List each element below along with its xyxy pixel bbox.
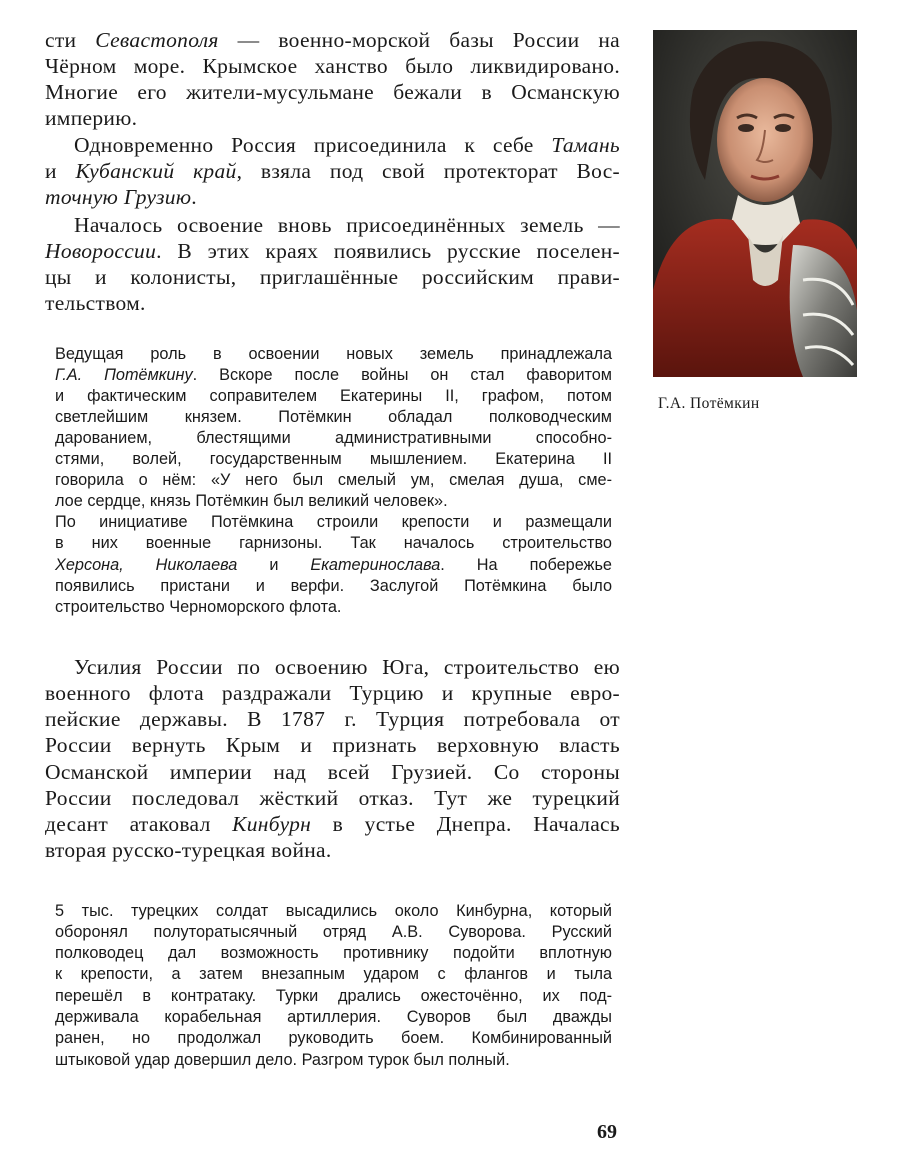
text-line: говорила о нём: «У него был смелый ум, смелая душа, сме- [55, 471, 612, 489]
text-line: Многие его жители-мусульмане бежали в Османскую [45, 80, 620, 104]
text-line: полководец дал возможность противнику подойти вплотную [55, 944, 612, 962]
text-line: лое сердце, князь Потёмкин был великий человек». [55, 492, 448, 510]
text-line: Османской империи над всей Грузией. Со стороны [45, 760, 620, 784]
text-line: сти Севастополя — военно-морской базы России на [45, 28, 620, 52]
text-line: 5 тыс. турецких солдат высадились около Кинбурна, который [55, 902, 612, 920]
text-line: пейские державы. В 1787 г. Турция потребовала от [45, 707, 620, 731]
text-line: Чёрном море. Крымское ханство было ликвидировано. [45, 54, 620, 78]
text-line: Херсона, Николаева и Екатеринослава. На побережье [55, 556, 612, 574]
portrait-caption: Г.А. Потёмкин [658, 395, 760, 412]
text-line: появились пристани и верфи. Заслугой Потёмкина было [55, 577, 612, 595]
text-line: ранен, но продолжал руководить боем. Комбинированный [55, 1029, 612, 1047]
text-line: Усилия России по освоению Юга, строительство ею [74, 655, 620, 679]
text-line: военного флота раздражали Турцию и крупные евро- [45, 681, 620, 705]
text-line: строительство Черноморского флота. [55, 598, 342, 616]
text-line: России последовал жёсткий отказ. Тут же турецкий [45, 786, 620, 810]
text-line: перешёл в контратаку. Турки дрались ожесточённо, их под- [55, 987, 612, 1005]
text-line: империю. [45, 106, 138, 130]
page-number: 69 [597, 1121, 617, 1143]
text-line: вторая русско-турецкая война. [45, 838, 332, 862]
text-line: держивала корабельная артиллерия. Суворов был дважды [55, 1008, 612, 1026]
text-line: Новороссии. В этих краях появились русские поселен- [45, 239, 620, 263]
text-line: в них военные гарнизоны. Так началось строительство [55, 534, 612, 552]
text-line: тельством. [45, 291, 146, 315]
text-line: Ведущая роль в освоении новых земель принадлежала [55, 345, 612, 363]
text-line: к крепости, а затем внезапным ударом с флангов и тыла [55, 965, 612, 983]
text-line: штыковой удар довершил дело. Разгром турок был полный. [55, 1051, 510, 1069]
text-line: десант атаковал Кинбурн в устье Днепра. Началась [45, 812, 620, 836]
text-line: светлейшим князем. Потёмкин обладал полководческим [55, 408, 612, 426]
text-line: и фактическим соправителем Екатерины II, графом, потом [55, 387, 612, 405]
text-line: стями, волей, государственным мышлением. Екатерина II [55, 450, 612, 468]
text-line: По инициативе Потёмкина строили крепости и размещали [55, 513, 612, 531]
text-line: цы и колонисты, приглашённые российским прави- [45, 265, 620, 289]
text-line: и Кубанский край, взяла под свой протекторат Вос- [45, 159, 621, 183]
potemkin-portrait [653, 30, 857, 377]
text-line: Одновременно Россия присоединила к себе Тамань [74, 133, 620, 157]
text-line: Началось освоение вновь присоединённых земель — [74, 213, 620, 237]
text-line: оборонял полуторатысячный отряд А.В. Суворова. Русский [55, 923, 612, 941]
text-line: России вернуть Крым и признать верховную власть [45, 733, 620, 757]
text-line: точную Грузию. [45, 185, 197, 209]
text-line: дарованием, блестящими административными способно- [55, 429, 612, 447]
text-line: Г.А. Потёмкину. Вскоре после войны он стал фаворитом [55, 366, 612, 384]
